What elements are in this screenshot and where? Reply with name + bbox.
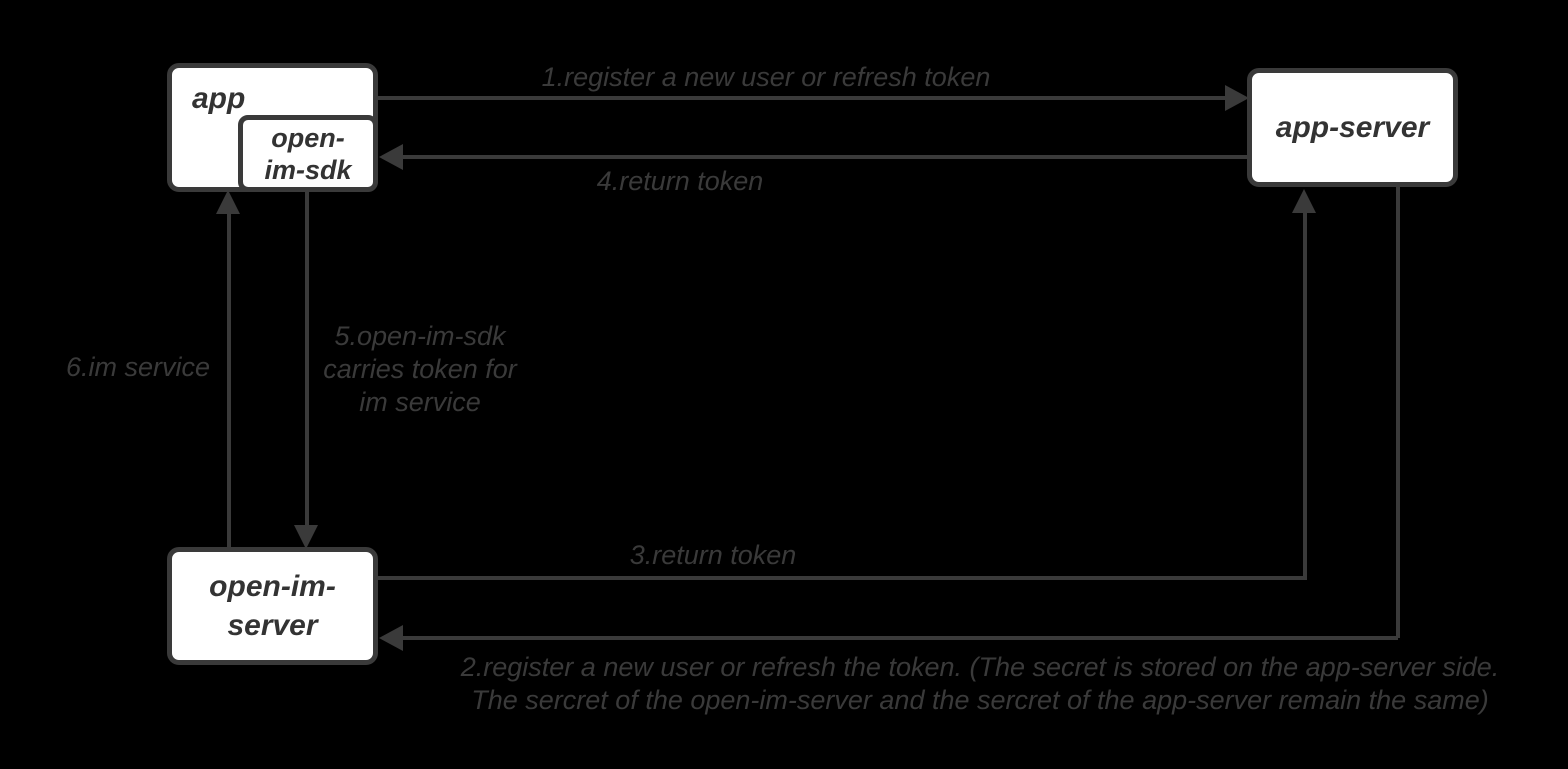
node-open-im-sdk [238,115,378,192]
node-open-im-sdk-label-line1: open- [271,122,345,153]
node-open-im-server [167,547,378,665]
edge-3-horizontal-line [378,576,1307,580]
node-app-server [1247,68,1458,187]
edge-5-label-line1: 5.open-im-sdk [334,321,506,351]
node-open-im-server-label-line2: server [227,609,318,642]
node-open-im-server-label-line1: open-im- [209,570,336,603]
edge-1-label: 1.register a new user or refresh token [541,62,991,92]
edge-1-line [376,96,1225,100]
edge-5-label-line3: im service [359,387,481,417]
edge-2-label-line2: The sercret of the open-im-server and the sercret of the app-server remain the same) [471,685,1489,715]
node-open-im-sdk-label-line2: im-sdk [264,154,352,185]
edge-4-arrowhead-icon [379,144,403,170]
node-app-server-label: app-server [1275,110,1430,144]
edge-4-line [403,155,1247,159]
edge-6-label: 6.im service [65,352,211,382]
edge-5-label [300,320,540,419]
edge-3-arrowhead-icon [1292,189,1316,213]
edge-2-horizontal-line [403,636,1398,640]
edge-2-label [410,651,1550,717]
edge-5-label-line2: carries token for [323,354,517,384]
edge-5-arrowhead-icon [294,525,318,549]
edge-2-arrowhead-icon [379,625,403,651]
node-app-label: app [192,82,246,115]
edge-2-vertical-line [1396,187,1400,638]
edge-3-vertical-line [1303,213,1307,580]
edge-6-arrowhead-icon [216,190,240,214]
edge-2-label-line1: 2.register a new user or refresh the token. (The secret is stored on the app-server side. [460,652,1500,682]
edge-1-arrowhead-icon [1225,85,1249,111]
edge-3-label: 3.return token [629,540,797,570]
edge-4-label: 4.return token [596,166,764,196]
